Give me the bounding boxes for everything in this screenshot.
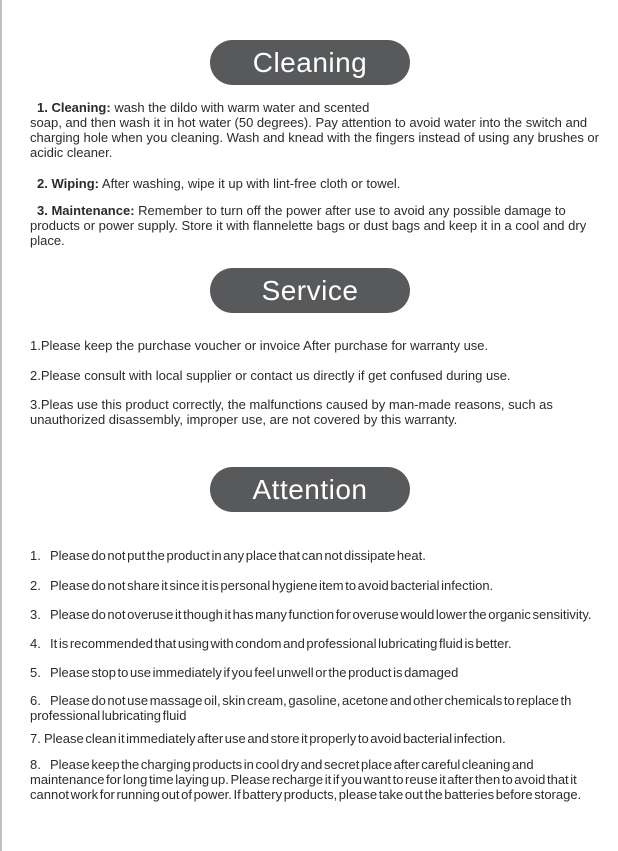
attention-item-7 [30,731,605,746]
attention-item-5-number: 5. [30,665,41,680]
attention-item-1 [30,548,605,563]
attention-item-4-text: It is recommended that using with condom and professional lubricating fluid is better. [50,636,512,651]
attention-item-2-number: 2. [30,578,41,593]
cleaning-section [30,100,605,248]
cleaning-step-1-label: 1. Cleaning: [37,100,111,115]
section-title-cleaning: Cleaning [252,46,368,78]
attention-section [30,548,605,802]
attention-item-2 [30,578,605,593]
attention-item-1-number: 1. [30,548,41,563]
service-item-3: 3.Pleas use this product correctly, the malfunctions caused by man-made reasons, such as unauthorized disassembly, improper use, are not covered by this warranty. [30,397,553,427]
cleaning-step-3 [30,203,605,248]
section-title-attention: Attention [252,473,368,505]
attention-item-6-text: Please do not use massage oil, skin cream, gasoline, acetone and other chemicals to replace th professional lubricating fluid [30,693,572,723]
attention-item-8-number: 8. [30,757,41,772]
attention-item-6-number: 6. [30,693,41,708]
attention-item-8 [30,757,605,802]
cleaning-step-3-text: Remember to turn off the power after use to avoid any possible damage to products or power supply. Store it with flannelette bags or dust bags and keep it in a cool and dry place. [30,203,587,248]
service-section [30,338,605,427]
attention-item-4-number: 4. [30,636,41,651]
attention-item-3 [30,607,605,622]
section-pill-attention [210,467,410,512]
cleaning-step-1-line1: wash the dildo with warm water and scented [114,100,370,115]
attention-item-3-number: 3. [30,607,41,622]
attention-item-6 [30,693,605,723]
cleaning-step-1-text: soap, and then wash it in hot water (50 degrees). Pay attention to avoid water into the switch and charging hole when you cleaning. Wash and knead with the fingers instead of using any brushes or acidic cleaner. [30,115,599,160]
attention-item-2-text: Please do not share it since it is personal hygiene item to avoid bacterial infection. [50,578,494,593]
attention-item-5-text: Please stop to use immediately if you feel unwell or the product is damaged [50,665,459,680]
section-pill-cleaning [210,40,410,85]
attention-item-1-text: Please do not put the product in any place that can not dissipate heat. [50,548,426,563]
attention-item-8-text: Please keep the charging products in cool dry and secret place after careful cleaning and maintenance for long time laying up. Please recharge it if you want to reuse it after then to avoid that it cannot work for running out of power. If battery products, please take out the batteries before storage. [30,757,582,802]
section-title-service: Service [261,274,359,306]
service-item-2: 2.Please consult with local supplier or contact us directly if get confused during use. [30,368,511,383]
cleaning-step-3-label: 3. Maintenance: [37,203,135,218]
cleaning-step-1 [30,100,605,160]
attention-item-7-number: 7. [30,731,41,746]
cleaning-step-2-label: 2. Wiping: [37,176,99,191]
cleaning-step-2-text: After washing, wipe it up with lint-free cloth or towel. [101,176,401,191]
attention-item-4 [30,636,605,651]
service-item-1: 1.Please keep the purchase voucher or invoice After purchase for warranty use. [30,338,489,353]
attention-item-7-text: Please clean it immediately after use and store it properly to avoid bacterial infection. [44,731,506,746]
attention-item-5 [30,665,605,680]
cleaning-step-2 [30,176,605,191]
attention-item-3-text: Please do not overuse it though it has many function for overuse would lower the organic sensitivity. [50,607,592,622]
section-pill-service [210,268,410,313]
